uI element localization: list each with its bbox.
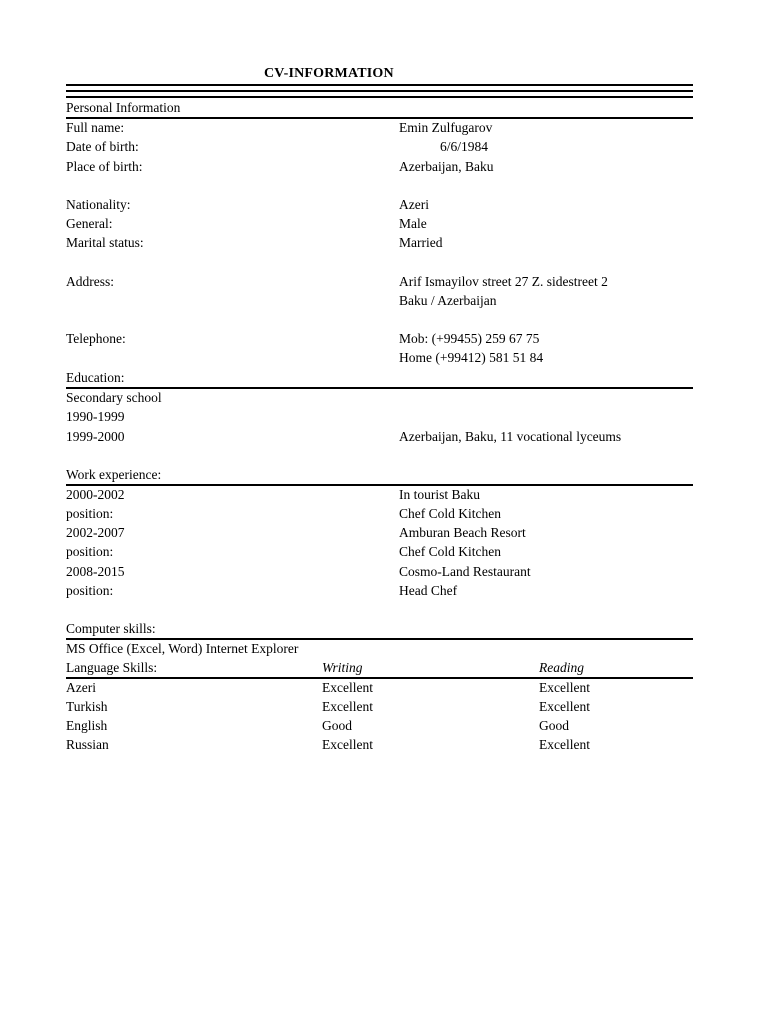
full-name-value: Emin Zulfugarov <box>399 120 493 135</box>
title-rule-2 <box>66 90 693 92</box>
work-row-5-right: Cosmo-Land Restaurant <box>399 564 531 579</box>
language-row-3-writing: Good <box>322 718 352 733</box>
language-row-4-lang: Russian <box>66 737 109 752</box>
full-name-label: Full name: <box>66 120 125 135</box>
personal-rule <box>66 117 693 119</box>
telephone-label: Telephone: <box>66 331 126 346</box>
work-row-3-left: 2002-2007 <box>66 525 125 540</box>
work-row-5-left: 2008-2015 <box>66 564 125 579</box>
language-row-3-lang: English <box>66 718 108 733</box>
work-row-2-left: position: <box>66 506 114 521</box>
language-row-1-reading: Excellent <box>539 680 590 695</box>
work-row-6-right: Head Chef <box>399 583 458 598</box>
work-row-4-right: Chef Cold Kitchen <box>399 544 501 559</box>
work-heading: Work experience: <box>66 467 162 482</box>
work-row-4-left: position: <box>66 544 114 559</box>
work-rule <box>66 484 693 486</box>
marital-label: Marital status: <box>66 235 144 250</box>
address-line1: Arif Ismayilov street 27 Z. sidestreet 2 <box>399 274 608 289</box>
marital-value: Married <box>399 235 443 250</box>
personal-heading: Personal Information <box>66 100 181 115</box>
nationality-value: Azeri <box>399 197 429 212</box>
work-row-1-right: In tourist Baku <box>399 487 480 502</box>
language-row-4-reading: Excellent <box>539 737 590 752</box>
page-title: CV-INFORMATION <box>264 66 394 81</box>
work-row-1-left: 2000-2002 <box>66 487 125 502</box>
telephone-home: Home (+99412) 581 51 84 <box>399 350 544 365</box>
address-label: Address: <box>66 274 114 289</box>
language-row-2-writing: Excellent <box>322 699 373 714</box>
pob-value: Azerbaijan, Baku <box>399 159 494 174</box>
education-row-1-left: Secondary school <box>66 390 162 405</box>
work-row-2-right: Chef Cold Kitchen <box>399 506 501 521</box>
pob-label: Place of birth: <box>66 159 143 174</box>
dob-label: Date of birth: <box>66 139 139 154</box>
language-row-2-lang: Turkish <box>66 699 108 714</box>
language-heading: Language Skills: <box>66 660 158 675</box>
language-col-writing: Writing <box>322 660 363 675</box>
language-row-3-reading: Good <box>539 718 569 733</box>
telephone-mob: Mob: (+99455) 259 67 75 <box>399 331 540 346</box>
language-row-2-reading: Excellent <box>539 699 590 714</box>
education-row-2-left: 1990-1999 <box>66 409 125 424</box>
education-row-3-right: Azerbaijan, Baku, 11 vocational lyceums <box>399 429 622 444</box>
general-label: General: <box>66 216 113 231</box>
language-row-1-writing: Excellent <box>322 680 373 695</box>
work-row-6-left: position: <box>66 583 114 598</box>
general-value: Male <box>399 216 427 231</box>
language-row-4-writing: Excellent <box>322 737 373 752</box>
computer-value: MS Office (Excel, Word) Internet Explorer <box>66 641 299 656</box>
language-row-1-lang: Azeri <box>66 680 96 695</box>
language-rule <box>66 677 693 679</box>
dob-value: 6/6/1984 <box>440 139 489 154</box>
computer-heading: Computer skills: <box>66 621 156 636</box>
education-row-3-left: 1999-2000 <box>66 429 125 444</box>
education-heading: Education: <box>66 370 125 385</box>
work-row-3-right: Amburan Beach Resort <box>399 525 526 540</box>
title-rule-1 <box>66 84 693 86</box>
language-col-reading: Reading <box>539 660 584 675</box>
nationality-label: Nationality: <box>66 197 131 212</box>
address-line2: Baku / Azerbaijan <box>399 293 497 308</box>
